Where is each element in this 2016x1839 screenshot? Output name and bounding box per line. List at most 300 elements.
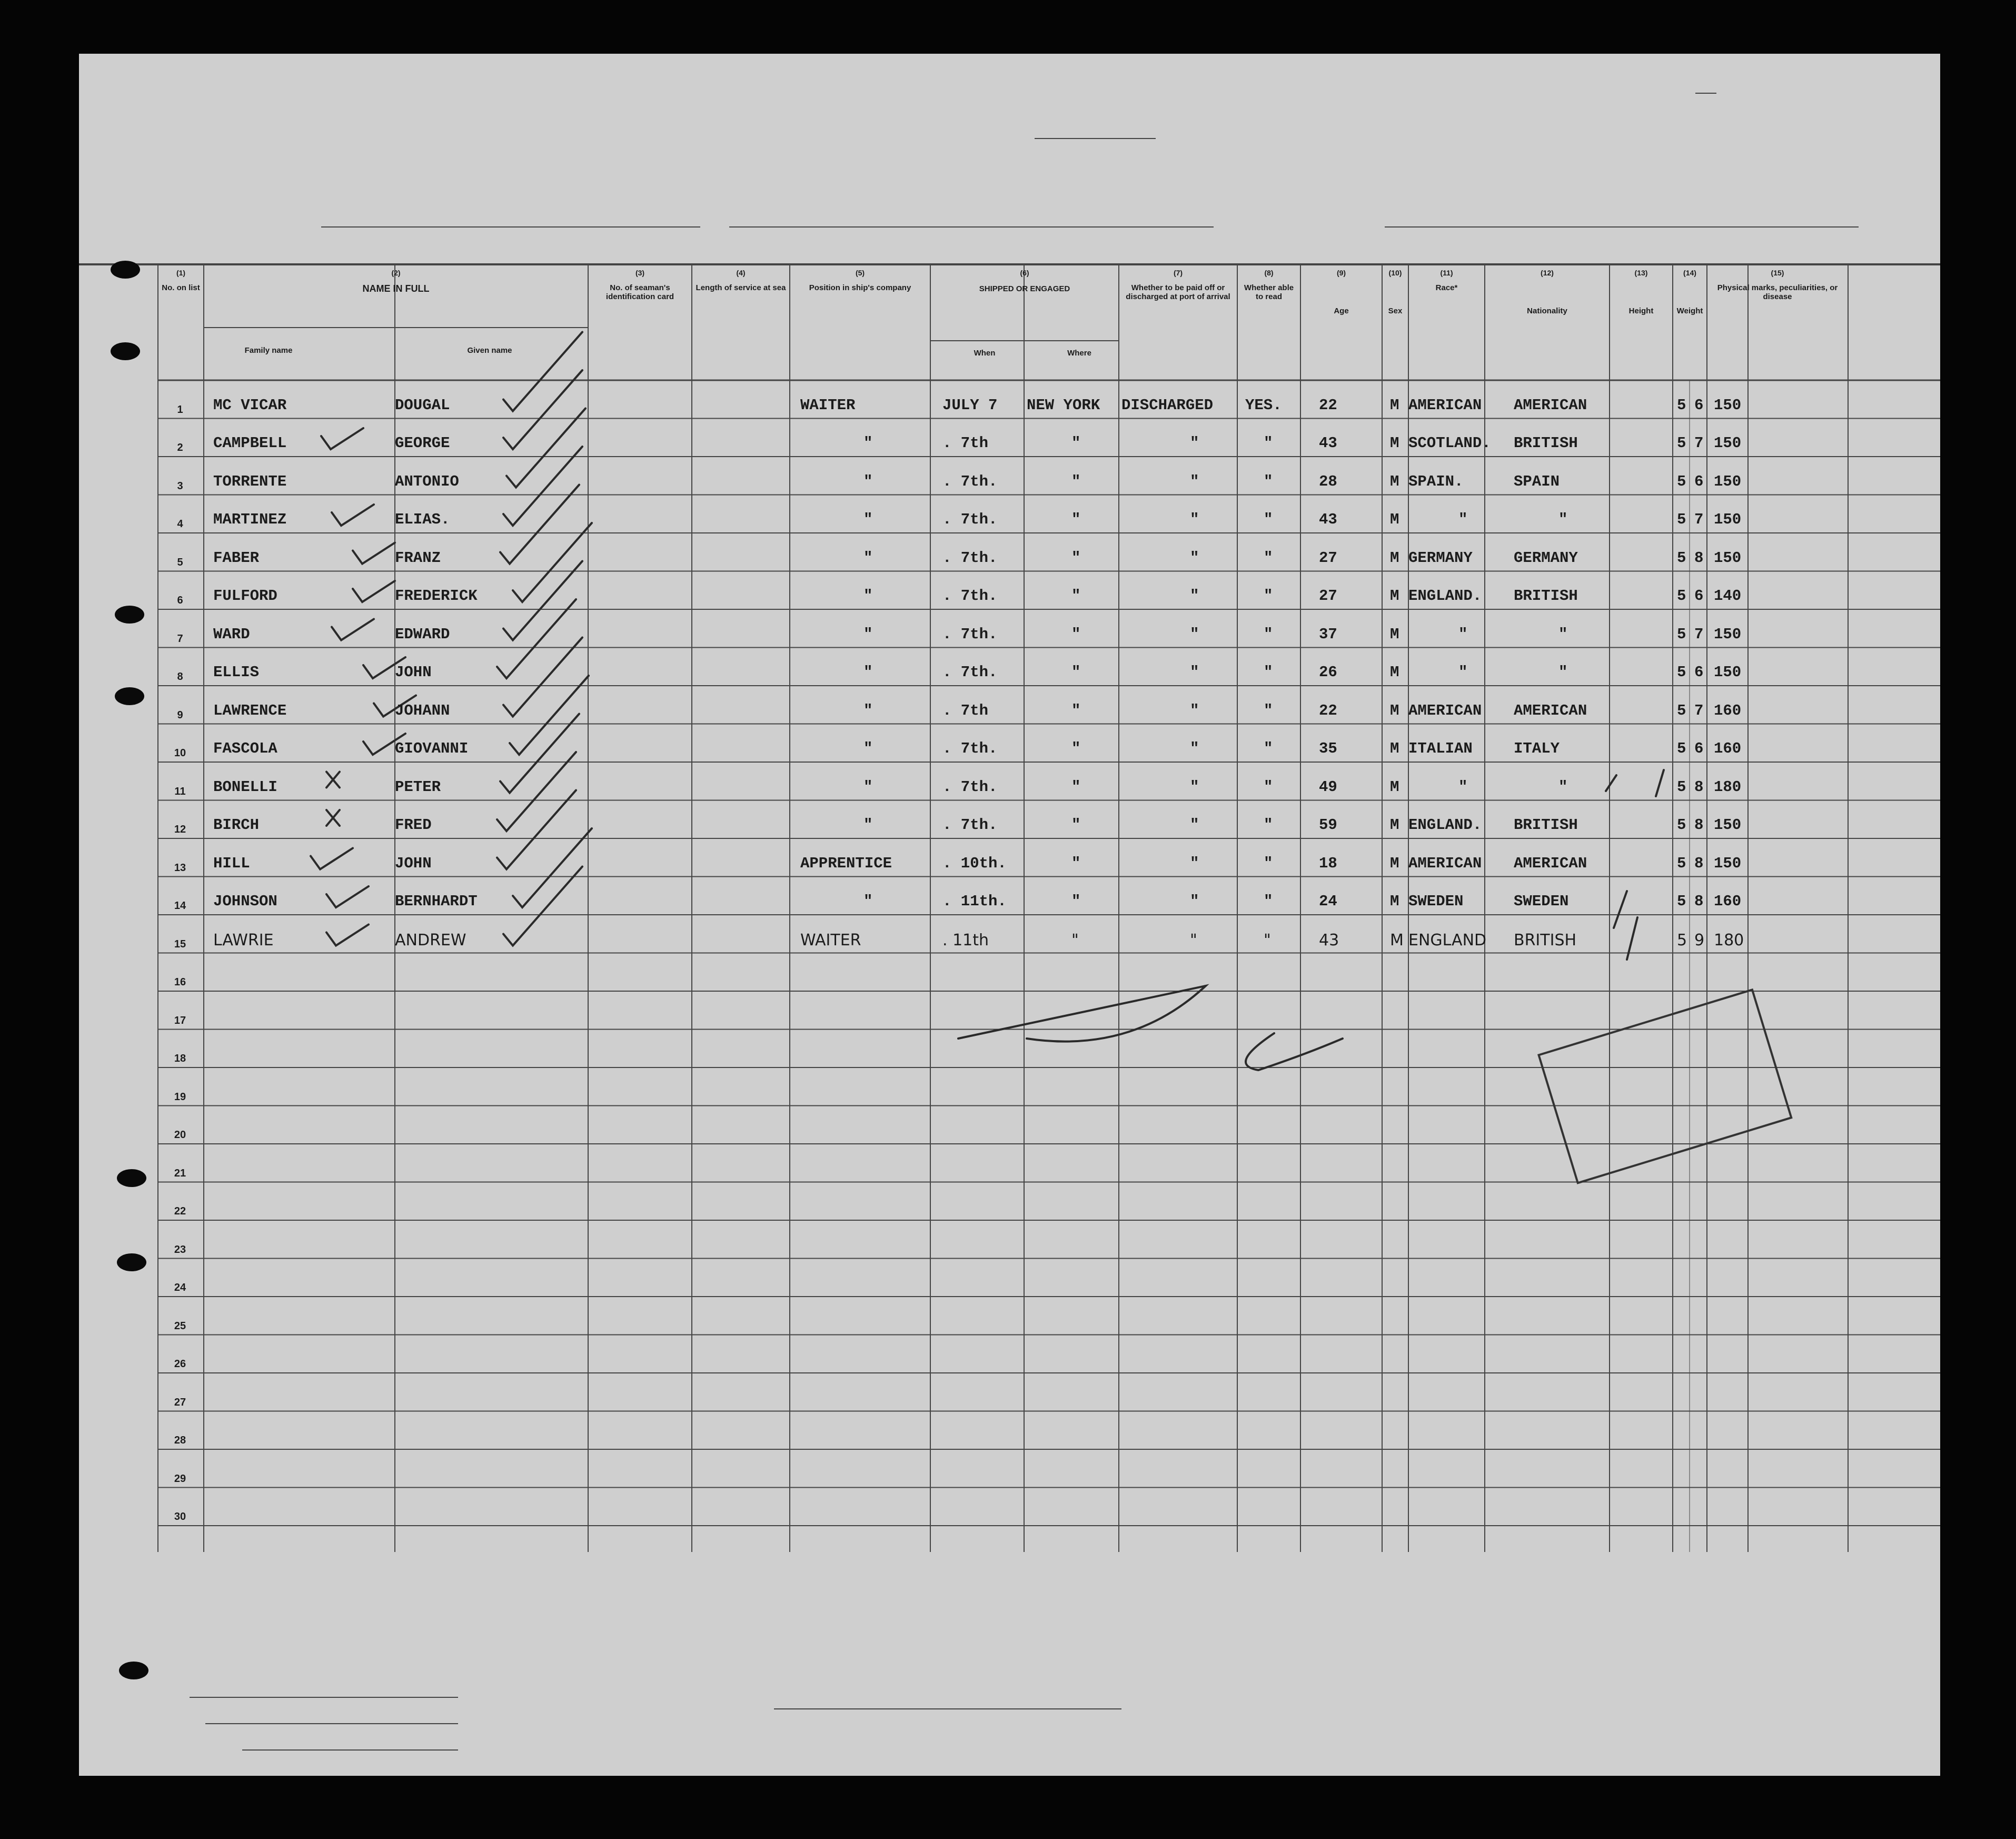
weight: 150 xyxy=(1714,434,1742,452)
column-subheader: Where xyxy=(1067,349,1091,358)
sex: M xyxy=(1390,549,1399,567)
height-feet: 5 xyxy=(1677,893,1686,910)
shipped-when: . 11th xyxy=(942,931,989,950)
race: AMERICAN xyxy=(1408,396,1482,414)
row-number: 28 xyxy=(174,1435,186,1446)
paid-off: " xyxy=(1190,664,1199,681)
column-number: (1) xyxy=(176,269,186,277)
column-header: Position in ship's company xyxy=(809,283,911,292)
able-to-read: " xyxy=(1264,816,1273,834)
race: " xyxy=(1458,511,1468,528)
given-name: ANDREW xyxy=(395,931,466,950)
signature-flourish xyxy=(1246,1033,1343,1070)
row-number: 5 xyxy=(177,556,183,568)
paid-off: DISCHARGED xyxy=(1121,396,1214,414)
family-name: FASCOLA xyxy=(213,740,277,757)
weight: 160 xyxy=(1714,701,1742,719)
check-mark xyxy=(326,886,369,907)
race: SWEDEN xyxy=(1408,893,1464,910)
race: GERMANY xyxy=(1408,549,1473,567)
column-header: Whether able to read xyxy=(1244,283,1294,301)
check-mark xyxy=(332,619,374,640)
position: " xyxy=(863,587,873,605)
height-inches: 7 xyxy=(1694,511,1704,528)
height-feet: 5 xyxy=(1677,625,1686,643)
column-header: Weight xyxy=(1676,306,1703,315)
weight: 150 xyxy=(1714,511,1742,528)
race: SCOTLAND. xyxy=(1408,434,1491,452)
column-header: Race* xyxy=(1435,283,1458,292)
age: 26 xyxy=(1319,664,1337,681)
position: " xyxy=(863,511,873,528)
shipped-when: . 7th. xyxy=(942,778,998,796)
height-feet: 5 xyxy=(1677,549,1686,567)
nationality: " xyxy=(1558,511,1568,528)
family-name: LAWRIE xyxy=(213,931,274,950)
check-mark xyxy=(311,848,353,869)
age: 22 xyxy=(1319,701,1337,719)
row-number: 19 xyxy=(174,1091,186,1103)
column-header: SHIPPED OR ENGAGED xyxy=(979,284,1070,293)
shipped-where: " xyxy=(1071,778,1081,796)
race: AMERICAN xyxy=(1408,701,1482,719)
weight: 150 xyxy=(1714,854,1742,872)
sex: M xyxy=(1390,701,1399,719)
position: " xyxy=(863,549,873,567)
able-to-read: " xyxy=(1264,854,1273,872)
column-header: Height xyxy=(1628,306,1654,315)
check-mark xyxy=(503,867,582,946)
check-mark xyxy=(497,599,576,678)
weight: 140 xyxy=(1714,587,1742,605)
column-subheader: Family name xyxy=(244,346,293,355)
height-inches: 9 xyxy=(1694,931,1705,950)
shipped-where: " xyxy=(1071,931,1079,950)
able-to-read: " xyxy=(1264,740,1273,757)
column-header: No. of seaman's identification card xyxy=(605,283,674,301)
position: " xyxy=(863,625,873,643)
able-to-read: YES. xyxy=(1245,396,1282,414)
age: 22 xyxy=(1319,396,1337,414)
row-number: 10 xyxy=(174,747,186,759)
weight: 150 xyxy=(1714,396,1742,414)
height-feet: 5 xyxy=(1677,664,1686,681)
shipped-when: . 7th. xyxy=(942,740,998,757)
given-name: BERNHARDT xyxy=(395,893,478,910)
paid-off: " xyxy=(1190,893,1199,910)
height-inches: 8 xyxy=(1694,854,1704,872)
column-subheader: Given name xyxy=(467,346,512,355)
given-name: FRED xyxy=(395,816,432,834)
nationality: AMERICAN xyxy=(1514,701,1587,719)
row-number: 8 xyxy=(177,671,183,683)
shipped-where: " xyxy=(1071,701,1081,719)
local-agents-field xyxy=(242,1749,458,1751)
given-name: JOHN xyxy=(395,664,432,681)
race: ITALIAN xyxy=(1408,740,1473,757)
race: " xyxy=(1458,625,1468,643)
position: " xyxy=(863,434,873,452)
position: " xyxy=(863,664,873,681)
tally-mark xyxy=(1656,770,1664,796)
column-number: (10) xyxy=(1388,269,1402,277)
manifest-sheet xyxy=(79,54,1940,1776)
column-number: (8) xyxy=(1264,269,1274,277)
position: APPRENTICE xyxy=(800,854,892,872)
row-number: 9 xyxy=(177,709,183,721)
able-to-read: " xyxy=(1264,472,1273,490)
column-number: (6) xyxy=(1020,269,1029,277)
height-feet: 5 xyxy=(1677,472,1686,490)
shipped-where: " xyxy=(1071,511,1081,528)
family-name: ELLIS xyxy=(213,664,260,681)
age: 24 xyxy=(1319,893,1337,910)
shipped-where: " xyxy=(1071,893,1081,910)
row-number: 12 xyxy=(174,824,186,835)
column-number: (14) xyxy=(1683,269,1696,277)
row-number: 27 xyxy=(174,1396,186,1408)
race: ENGLAND. xyxy=(1408,587,1482,605)
row-number: 23 xyxy=(174,1243,186,1255)
punch-hole xyxy=(117,1253,146,1271)
column-number: (9) xyxy=(1336,269,1346,277)
column-number: (7) xyxy=(1173,269,1183,277)
height-feet: 5 xyxy=(1677,854,1686,872)
shipped-when: . 7th. xyxy=(942,625,998,643)
height-inches: 8 xyxy=(1694,778,1704,796)
x-mark xyxy=(326,772,340,788)
sex: M xyxy=(1390,587,1399,605)
nationality: GERMANY xyxy=(1514,549,1578,567)
row-number: 3 xyxy=(177,480,183,492)
given-name: DOUGAL xyxy=(395,396,450,414)
family-name: LAWRENCE xyxy=(213,701,287,719)
check-mark xyxy=(503,638,582,717)
check-mark xyxy=(326,925,369,946)
position: WAITER xyxy=(800,931,861,950)
column-header: NAME IN FULL xyxy=(362,283,430,294)
weight: 180 xyxy=(1714,931,1744,950)
signature-flourish xyxy=(958,986,1206,1042)
race: SPAIN. xyxy=(1408,472,1464,490)
height-feet: 5 xyxy=(1677,778,1686,796)
paid-off: " xyxy=(1190,625,1199,643)
given-name: FREDERICK xyxy=(395,587,478,605)
paid-off: " xyxy=(1190,854,1199,872)
able-to-read: " xyxy=(1264,778,1273,796)
title-rule xyxy=(1035,138,1156,139)
height-inches: 6 xyxy=(1694,740,1704,757)
height-inches: 8 xyxy=(1694,816,1704,834)
shipped-where: " xyxy=(1071,816,1081,834)
family-name: FULFORD xyxy=(213,587,277,605)
able-to-read: " xyxy=(1264,549,1273,567)
age: 43 xyxy=(1319,931,1339,950)
tally-mark xyxy=(1606,775,1616,791)
weight: 150 xyxy=(1714,816,1742,834)
check-mark xyxy=(503,561,582,640)
position: " xyxy=(863,778,873,796)
sex: M xyxy=(1390,396,1399,414)
height-inches: 6 xyxy=(1694,664,1704,681)
age: 59 xyxy=(1319,816,1337,834)
row-number: 4 xyxy=(177,518,183,530)
shipped-where: " xyxy=(1071,854,1081,872)
able-to-read: " xyxy=(1264,511,1273,528)
row-number: 29 xyxy=(174,1472,186,1485)
column-number: (13) xyxy=(1634,269,1648,277)
weight: 150 xyxy=(1714,472,1742,490)
row-number: 14 xyxy=(174,900,186,912)
race: AMERICAN xyxy=(1408,854,1482,872)
sex: M xyxy=(1390,778,1399,796)
family-name: HILL xyxy=(213,854,250,872)
paid-off: " xyxy=(1190,701,1199,719)
row-number: 21 xyxy=(174,1167,186,1179)
nationality: ITALY xyxy=(1514,740,1560,757)
nationality: BRITISH xyxy=(1514,931,1577,950)
column-number: (11) xyxy=(1440,269,1453,277)
nationality: BRITISH xyxy=(1514,434,1578,452)
paid-off: " xyxy=(1190,587,1199,605)
shipped-when: . 7th xyxy=(942,434,989,452)
from-port-value xyxy=(1385,226,1859,228)
family-name: BONELLI xyxy=(213,778,277,796)
punch-hole xyxy=(115,606,144,624)
check-mark xyxy=(353,581,395,602)
race: " xyxy=(1458,664,1468,681)
age: 43 xyxy=(1319,434,1337,452)
shipped-when: . 11th. xyxy=(942,893,1007,910)
height-feet: 5 xyxy=(1677,701,1686,719)
paid-off: " xyxy=(1190,434,1199,452)
nationality: AMERICAN xyxy=(1514,854,1587,872)
sex: M xyxy=(1390,740,1399,757)
height-inches: 6 xyxy=(1694,472,1704,490)
height-feet: 5 xyxy=(1677,931,1687,950)
shipped-when: . 7th xyxy=(942,701,989,719)
shipped-when: . 7th. xyxy=(942,549,998,567)
height-inches: 8 xyxy=(1694,893,1704,910)
row-number: 26 xyxy=(174,1358,186,1370)
paid-off: " xyxy=(1190,549,1199,567)
shipped-where: " xyxy=(1071,587,1081,605)
shipped-where: " xyxy=(1071,625,1081,643)
paid-off: " xyxy=(1190,472,1199,490)
row-number: 22 xyxy=(174,1205,186,1217)
shipped-when: . 7th. xyxy=(942,511,998,528)
height-inches: 6 xyxy=(1694,587,1704,605)
shipped-when: . 7th. xyxy=(942,472,998,490)
sex: M xyxy=(1390,893,1399,910)
age: 27 xyxy=(1319,587,1337,605)
age: 28 xyxy=(1319,472,1337,490)
position: " xyxy=(863,740,873,757)
column-header: Whether to be paid off or discharged at port of arrival xyxy=(1126,283,1230,301)
column-header: Sex xyxy=(1388,306,1403,315)
inspector-field xyxy=(774,1708,1121,1709)
weight: 150 xyxy=(1714,625,1742,643)
weight: 150 xyxy=(1714,549,1742,567)
row-number: 25 xyxy=(174,1320,186,1332)
able-to-read: " xyxy=(1264,931,1271,950)
weight: 180 xyxy=(1714,778,1742,796)
given-name: JOHANN xyxy=(395,701,450,719)
paid-off: " xyxy=(1190,511,1199,528)
nationality: SPAIN xyxy=(1514,472,1560,490)
column-header: Nationality xyxy=(1527,306,1567,315)
row-number: 20 xyxy=(174,1129,186,1141)
nationality: " xyxy=(1558,664,1568,681)
position: " xyxy=(863,816,873,834)
sex: M xyxy=(1390,625,1399,643)
column-number: (5) xyxy=(855,269,865,277)
shipped-where: " xyxy=(1071,740,1081,757)
given-name: GIOVANNI xyxy=(395,740,469,757)
able-to-read: " xyxy=(1264,625,1273,643)
height-feet: 5 xyxy=(1677,511,1686,528)
family-name: MC VICAR xyxy=(213,396,287,414)
punch-hole xyxy=(111,342,140,360)
check-mark xyxy=(503,332,582,411)
row-number: 6 xyxy=(177,595,183,606)
nationality: BRITISH xyxy=(1514,587,1578,605)
family-name: BIRCH xyxy=(213,816,260,834)
able-to-read: " xyxy=(1264,893,1273,910)
check-mark xyxy=(500,714,579,793)
row-number: 11 xyxy=(174,785,186,797)
nationality: AMERICAN xyxy=(1514,396,1587,414)
weight: 150 xyxy=(1714,664,1742,681)
check-mark xyxy=(353,543,395,564)
line-field xyxy=(190,1697,458,1698)
height-inches: 7 xyxy=(1694,701,1704,719)
position: " xyxy=(863,701,873,719)
given-name: FRANZ xyxy=(395,549,441,567)
height-inches: 7 xyxy=(1694,625,1704,643)
family-name: TORRENTE xyxy=(213,472,287,490)
nationality: SWEDEN xyxy=(1514,893,1569,910)
shipped-where: " xyxy=(1071,549,1081,567)
family-name: MARTINEZ xyxy=(213,511,287,528)
position: WAITER xyxy=(800,396,856,414)
paid-off: " xyxy=(1190,778,1199,796)
able-to-read: " xyxy=(1264,664,1273,681)
given-name: ELIAS. xyxy=(395,511,450,528)
shipped-when: . 7th. xyxy=(942,816,998,834)
row-number: 16 xyxy=(174,976,186,988)
column-header: No. on list xyxy=(162,283,200,292)
column-subheader: When xyxy=(974,349,996,358)
column-header: Physical marks, peculiarities, or disease xyxy=(1717,283,1838,301)
tally-mark xyxy=(1614,891,1627,928)
height-feet: 5 xyxy=(1677,587,1686,605)
sex: M xyxy=(1390,931,1404,950)
given-name: ANTONIO xyxy=(395,472,459,490)
punch-hole xyxy=(115,687,144,705)
position: " xyxy=(863,472,873,490)
column-number: (15) xyxy=(1771,269,1784,277)
punch-hole xyxy=(119,1662,148,1679)
row-number: 24 xyxy=(174,1282,186,1293)
family-name: WARD xyxy=(213,625,250,643)
paid-off: " xyxy=(1190,931,1197,950)
given-name: GEORGE xyxy=(395,434,450,452)
column-number: (3) xyxy=(635,269,645,277)
family-name: CAMPBELL xyxy=(213,434,287,452)
punch-hole xyxy=(111,261,140,279)
sex: M xyxy=(1390,816,1399,834)
shipped-where: " xyxy=(1071,664,1081,681)
sheet-number-label xyxy=(1695,75,1716,93)
sheet-number-value xyxy=(1695,75,1716,94)
column-header: Length of service at sea xyxy=(696,283,786,292)
height-feet: 5 xyxy=(1677,434,1686,452)
position: " xyxy=(863,893,873,910)
paid-off: " xyxy=(1190,816,1199,834)
row-number: 2 xyxy=(177,442,183,453)
age: 18 xyxy=(1319,854,1337,872)
shipped-when: JULY 7 xyxy=(942,396,998,414)
able-to-read: " xyxy=(1264,701,1273,719)
row-number: 30 xyxy=(174,1511,186,1522)
row-number: 15 xyxy=(174,938,186,950)
nationality: " xyxy=(1558,778,1568,796)
column-header: Age xyxy=(1334,306,1349,315)
shipped-where: NEW YORK xyxy=(1027,396,1100,414)
sex: M xyxy=(1390,472,1399,490)
column-number: (12) xyxy=(1541,269,1554,277)
check-mark xyxy=(321,428,363,449)
age: 35 xyxy=(1319,740,1337,757)
nationality: BRITISH xyxy=(1514,816,1578,834)
shipped-where: " xyxy=(1071,434,1081,452)
age: 37 xyxy=(1319,625,1337,643)
age: 27 xyxy=(1319,549,1337,567)
sex: M xyxy=(1390,434,1399,452)
race: ENGLAND. xyxy=(1408,816,1482,834)
sex: M xyxy=(1390,511,1399,528)
age: 49 xyxy=(1319,778,1337,796)
check-mark xyxy=(507,409,585,488)
height-inches: 7 xyxy=(1694,434,1704,452)
shipped-when: . 10th. xyxy=(942,854,1007,872)
row-number: 17 xyxy=(174,1014,186,1026)
row-number: 18 xyxy=(174,1053,186,1064)
race: ENGLAND xyxy=(1408,931,1487,950)
row-number: 7 xyxy=(177,632,183,645)
vessel-value xyxy=(321,226,700,228)
age: 43 xyxy=(1319,511,1337,528)
check-mark xyxy=(332,505,374,526)
column-number: (4) xyxy=(736,269,746,277)
given-name: PETER xyxy=(395,778,441,796)
owners-field xyxy=(205,1723,458,1724)
shipped-where: " xyxy=(1071,472,1081,490)
height-inches: 6 xyxy=(1694,396,1704,414)
height-feet: 5 xyxy=(1677,816,1686,834)
arriving-value xyxy=(729,226,1214,228)
height-inches: 8 xyxy=(1694,549,1704,567)
able-to-read: " xyxy=(1264,434,1273,452)
family-name: FABER xyxy=(213,549,260,567)
sex: M xyxy=(1390,664,1399,681)
nationality: " xyxy=(1558,625,1568,643)
race: " xyxy=(1458,778,1468,796)
weight: 160 xyxy=(1714,893,1742,910)
punch-hole xyxy=(117,1169,146,1187)
x-mark xyxy=(326,810,340,826)
